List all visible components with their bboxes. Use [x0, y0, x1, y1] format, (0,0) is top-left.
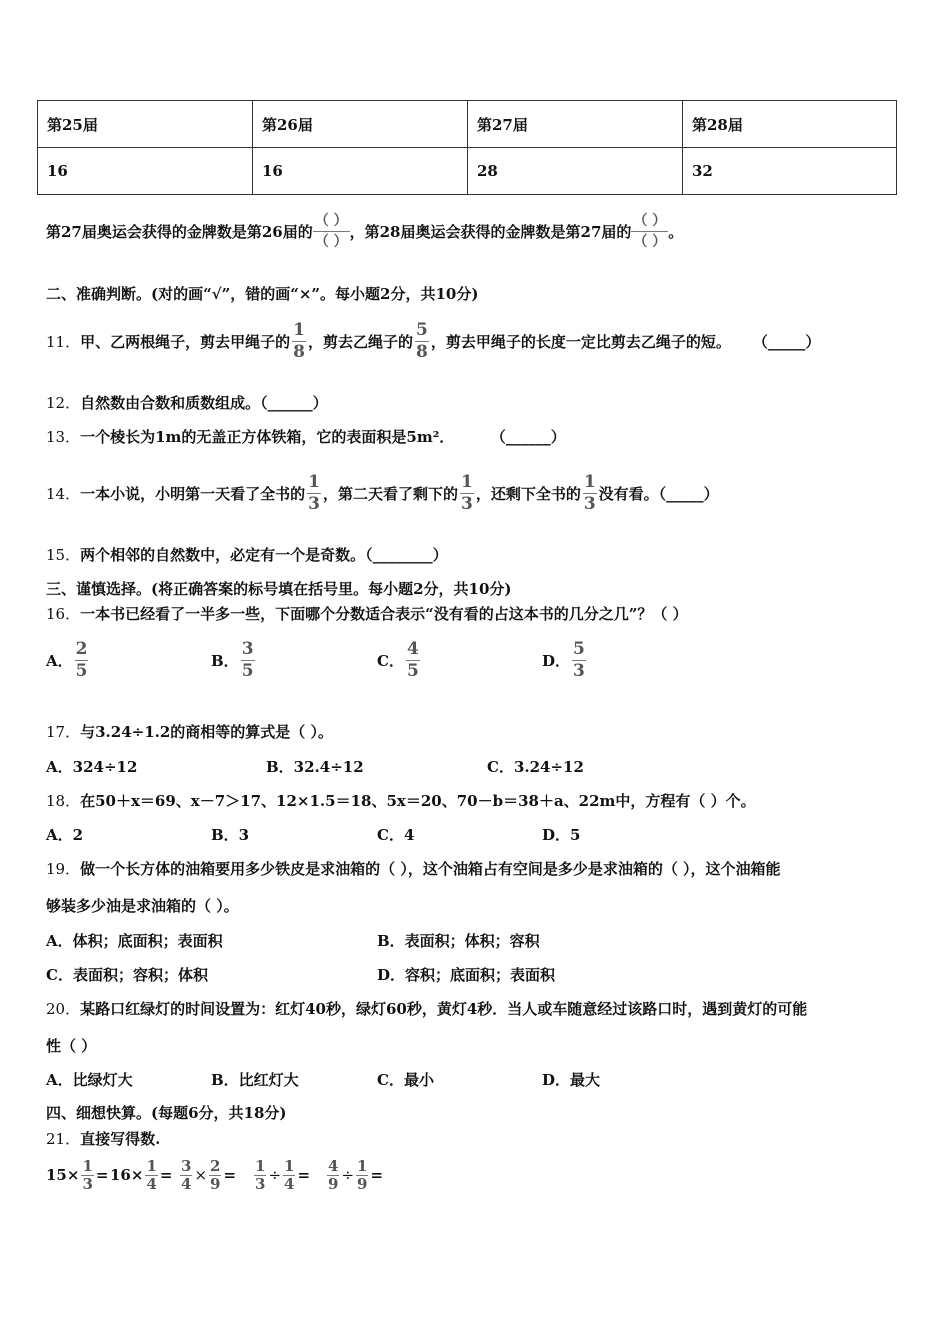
- q11-text-1: 甲、乙两根绳子，剪去甲绳子的: [80, 332, 291, 351]
- option-c[interactable]: C．3.24÷12: [487, 758, 584, 776]
- q20-text-line1: 某路口红绿灯的时间设置为：红灯40秒，绿灯60秒，黄灯4秒．当人或车随意经过该路口时，遇到黄灯的可能: [80, 1000, 808, 1018]
- medal-table: [37, 100, 897, 195]
- question-number: 19．: [46, 860, 81, 878]
- calc-prefix: 16×: [110, 1166, 144, 1184]
- calc-equals: =: [297, 1166, 311, 1184]
- fraction-1-3: $\frac{1}{3}$: [308, 471, 320, 514]
- option-d[interactable]: D．容积；底面积；表面积: [377, 966, 556, 984]
- calc-fraction: $\frac{1}{3}$: [82, 1156, 93, 1193]
- q11-text-3: ，剪去甲绳子的长度一定比剪去乙绳子的短。: [430, 332, 731, 351]
- calc-fraction: $\frac{1}{9}$: [357, 1156, 368, 1193]
- option-c[interactable]: C．最小: [377, 1071, 434, 1089]
- question-number: 11．: [46, 332, 81, 351]
- option-fraction: $\frac{2}{5}$: [75, 638, 88, 681]
- calc-operator: ÷: [268, 1166, 282, 1184]
- table-row: [38, 148, 897, 195]
- calc-fraction: $\frac{3}{4}$: [181, 1156, 192, 1193]
- question-20: [46, 998, 807, 1019]
- calc-operator: ÷: [341, 1166, 355, 1184]
- q10-text-1: 第27届奥运会获得的金牌数是第26届的: [46, 222, 313, 241]
- q18-text: 在50＋x＝69、x－7＞17、12×1.5＝18、5x＝20、70－b＝38＋a、22m中，方程有（ ）个。: [80, 792, 756, 810]
- calc-item: [178, 1152, 236, 1198]
- option-b[interactable]: [211, 633, 257, 687]
- q13-text: 一个棱长为1m的无盖正方体铁箱，它的表面积是5m²．: [80, 428, 455, 446]
- question-number: 12．: [46, 394, 81, 412]
- question-18: [46, 790, 756, 811]
- calc-operator: ×: [194, 1166, 208, 1184]
- calc-item: [325, 1152, 383, 1198]
- section-3-title: 三、谨慎选择。(将正确答案的标号填在括号里。每小题2分，共10分): [46, 580, 512, 598]
- table-cell: 32: [683, 148, 897, 195]
- question-number: 21．: [46, 1130, 81, 1148]
- calc-fraction: $\frac{2}{9}$: [210, 1156, 221, 1193]
- q10-text-2: ，第28届奥运会获得的金牌数是第27届的: [349, 222, 632, 241]
- calc-equals: =: [223, 1166, 237, 1184]
- fraction-1-3: $\frac{1}{3}$: [583, 471, 596, 514]
- answer-blank[interactable]: （_____）: [752, 332, 821, 351]
- calc-equals: =: [95, 1166, 109, 1184]
- q10-text-3: 。: [668, 222, 684, 241]
- calc-equals: =: [159, 1166, 173, 1184]
- table-cell: 16: [253, 148, 468, 195]
- question-15: [46, 544, 448, 565]
- option-d[interactable]: D．5: [542, 826, 581, 844]
- calc-item: [110, 1152, 172, 1198]
- q14-text-2: ，第二天看了剩下的: [322, 484, 458, 503]
- q19-text-line1: 做一个长方体的油箱要用多少铁皮是求油箱的（ ），这个油箱占有空间是多少是求油箱的（ ），这个油箱能: [80, 860, 781, 878]
- option-fraction: $\frac{5}{3}$: [573, 638, 585, 681]
- q15-text: 两个相邻的自然数中，必定有一个是奇数。（________）: [80, 546, 448, 564]
- question-10-line: [46, 200, 683, 262]
- question-number: 18．: [46, 792, 81, 810]
- option-c[interactable]: [377, 633, 422, 687]
- option-a[interactable]: A．比绿灯大: [46, 1071, 133, 1089]
- calc-fraction: $\frac{1}{4}$: [146, 1156, 157, 1193]
- option-a[interactable]: A．体积；底面积；表面积: [46, 932, 223, 950]
- question-19: [46, 858, 781, 879]
- answer-fraction-blank[interactable]: （ ） （ ）: [633, 212, 667, 250]
- question-number: 17．: [46, 723, 81, 741]
- option-a[interactable]: [46, 633, 90, 687]
- option-c[interactable]: C．4: [377, 826, 415, 844]
- calc-prefix: 15×: [46, 1166, 80, 1184]
- table-header-cell: 第27届: [468, 101, 683, 148]
- fraction-5-8: $\frac{5}{8}$: [415, 319, 428, 362]
- q14-text-1: 一本小说，小明第一天看了全书的: [80, 484, 306, 503]
- q17-text: 与3.24÷1.2的商相等的算式是（ ）。: [80, 723, 334, 741]
- table-header-cell: 第26届: [253, 101, 468, 148]
- option-label: B．: [211, 651, 239, 670]
- option-a[interactable]: A．324÷12: [46, 758, 138, 776]
- option-fraction: $\frac{4}{5}$: [406, 638, 419, 681]
- option-label: C．: [377, 651, 404, 670]
- calc-item: [46, 1152, 108, 1198]
- table-cell: 28: [468, 148, 683, 195]
- question-number: 13．: [46, 428, 81, 446]
- question-11: [46, 308, 820, 374]
- table-cell: 16: [38, 148, 253, 195]
- question-21: [46, 1128, 160, 1149]
- section-4-title: 四、细想快算。(每题6分，共18分): [46, 1104, 287, 1122]
- q14-text-4: 没有看。（_____）: [598, 484, 719, 503]
- table-header-cell: 第28届: [683, 101, 897, 148]
- question-16: [46, 603, 688, 624]
- calc-item: [252, 1152, 310, 1198]
- section-2-title: 二、准确判断。(对的画“√”，错的画“×”。每小题2分，共10分): [46, 285, 479, 303]
- option-b[interactable]: B．比红灯大: [211, 1071, 299, 1089]
- calc-fraction: $\frac{4}{9}$: [328, 1156, 339, 1193]
- q19-text-line2: 够装多少油是求油箱的（ ）。: [46, 897, 239, 915]
- q20-text-line2: 性（ ）: [46, 1037, 97, 1055]
- option-label: A．: [46, 651, 73, 670]
- question-number: 15．: [46, 546, 81, 564]
- question-13: [46, 426, 566, 447]
- q12-text: 自然数由合数和质数组成。（______）: [80, 394, 328, 412]
- question-number: 16．: [46, 605, 81, 623]
- question-number: 14．: [46, 484, 81, 503]
- option-c[interactable]: C．表面积；容积；体积: [46, 966, 208, 984]
- calc-equals: =: [370, 1166, 384, 1184]
- answer-fraction-blank[interactable]: （ ） （ ）: [314, 212, 348, 250]
- option-label: D．: [542, 651, 571, 670]
- option-b[interactable]: B．表面积；体积；容积: [377, 932, 540, 950]
- table-header-row: [38, 101, 897, 148]
- option-b[interactable]: B．32.4÷12: [266, 758, 364, 776]
- question-number: 20．: [46, 1000, 81, 1018]
- fraction-1-8: $\frac{1}{8}$: [293, 319, 305, 362]
- calc-fraction: $\frac{1}{3}$: [255, 1156, 266, 1193]
- fraction-1-3: $\frac{1}{3}$: [460, 471, 473, 514]
- table-header-cell: 第25届: [38, 101, 253, 148]
- calc-fraction: $\frac{1}{4}$: [284, 1156, 295, 1193]
- question-12: [46, 392, 328, 413]
- option-a[interactable]: A．2: [46, 826, 84, 844]
- question-14: [46, 460, 719, 526]
- q14-text-3: ，还剩下全书的: [475, 484, 581, 503]
- option-b[interactable]: B．3: [211, 826, 250, 844]
- q21-text: 直接写得数.: [80, 1130, 161, 1148]
- question-17: [46, 721, 333, 742]
- q11-text-2: ，剪去乙绳子的: [307, 332, 413, 351]
- q16-text: 一本书已经看了一半多一些，下面哪个分数适合表示“没有看的占这本书的几分之几”？（ ）: [80, 605, 688, 623]
- option-fraction: $\frac{3}{5}$: [241, 638, 254, 681]
- option-d[interactable]: D．最大: [542, 1071, 601, 1089]
- answer-blank[interactable]: （______）: [498, 428, 566, 446]
- option-d[interactable]: [542, 633, 588, 687]
